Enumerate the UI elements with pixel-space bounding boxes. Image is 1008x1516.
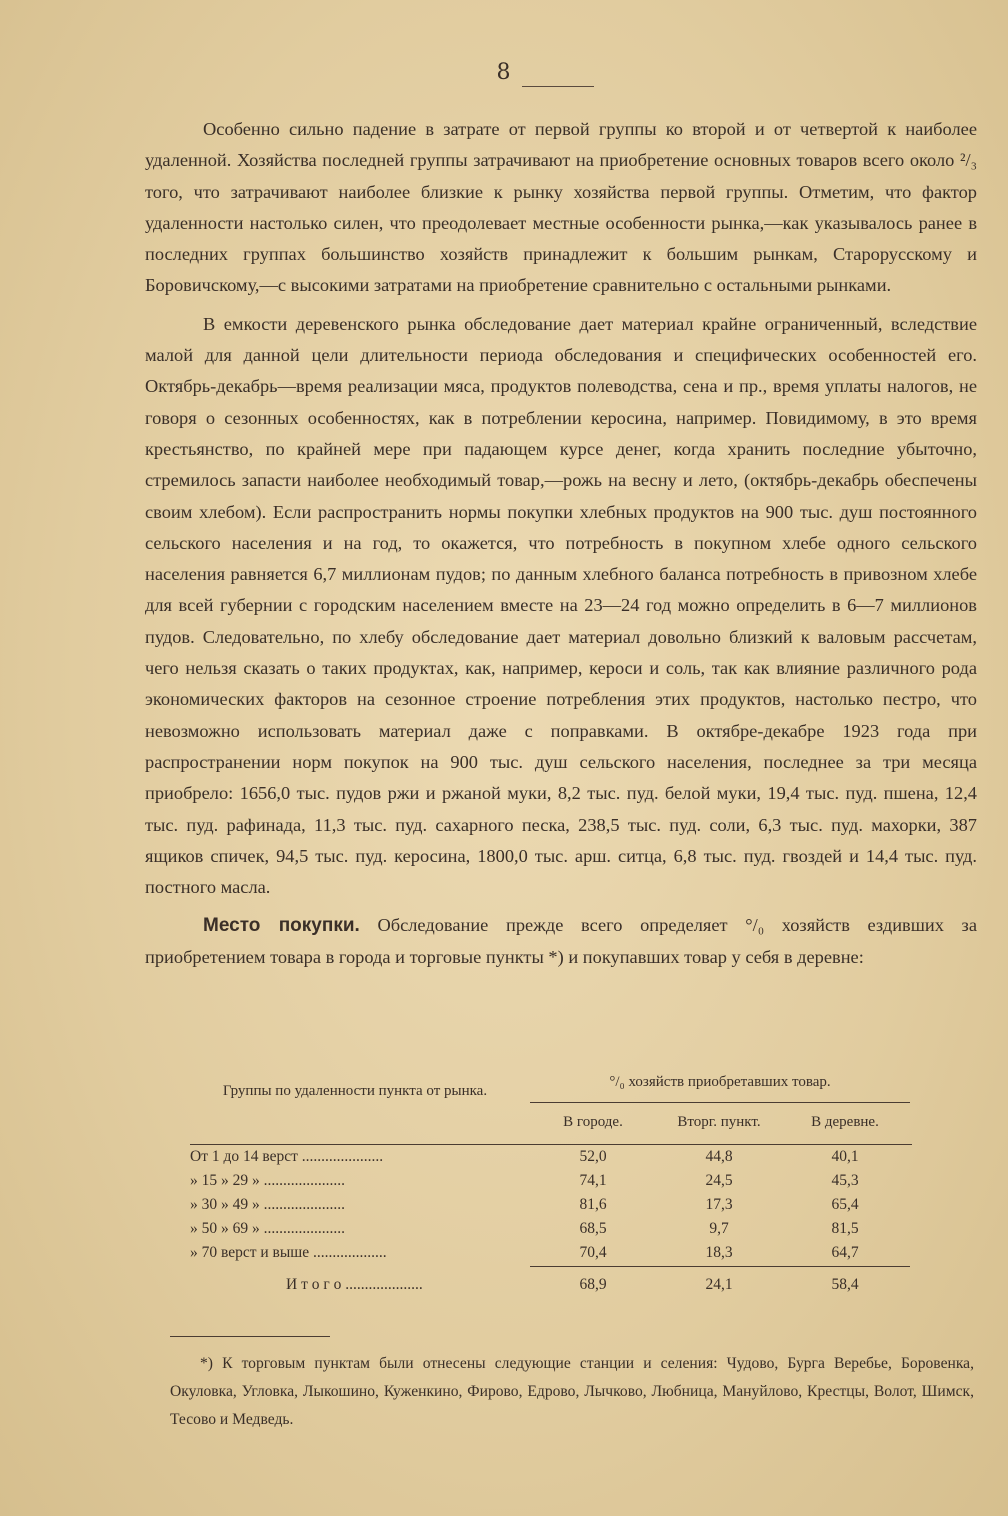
cell-city: 68,5: [579, 1220, 607, 1237]
section-paragraph: [145, 910, 977, 973]
section-heading: Место покупки.: [203, 915, 360, 937]
total-rule: [530, 1266, 910, 1267]
cell-city: 74,1: [579, 1172, 607, 1189]
cell-village: 64,7: [831, 1244, 859, 1261]
page-number: 8: [496, 60, 512, 85]
column-header-city: В городе.: [563, 1114, 623, 1130]
total-trade-point: 24,1: [705, 1276, 733, 1293]
row-label: » 70 верст и выше ...................: [190, 1244, 387, 1261]
row-label: От 1 до 14 верст .....................: [190, 1148, 384, 1165]
body-text: [145, 114, 977, 980]
cell-village: 65,4: [831, 1196, 859, 1213]
spanner-rule: [530, 1102, 910, 1103]
row-label: » 15 » 29 » .....................: [190, 1172, 345, 1189]
cell-trade-point: 17,3: [705, 1196, 733, 1213]
paragraph-1: Особенно сильно падение в затрате от первой группы ко второй и от четвертой к наиболее удаленной. Хозяйства последней группы затрачивают на приобретение основных товаров всего около ²/₃ того, что затрачивают наиболее близкие к рынку хозяйства первой группы. Отметим, что фактор удаленности настолько силен, что преодолевает местные особенности рынка,—как указывалось ранее в последних группах большинство хозяйств принадлежит к большим рынкам, Старорусскому и Боровичскому,—с высокими затратами на приобретение сравнительно с остальными рынками.: [145, 119, 977, 296]
header-rule: [190, 1144, 912, 1145]
cell-city: 70,4: [579, 1244, 607, 1261]
table-row: [190, 1244, 912, 1268]
paragraph-2: В емкости деревенского рынка обследование дает материал крайне ограниченный, вследствие малой для данной цели длительности периода обследования и специфических особенностей его. Октябрь-декабрь—время реализации мяса, продуктов полеводства, сена и пр., время уплаты налогов, не говоря о сезонных особенностях, как в потреблении керосина, например. Повидимому, в это время крестьянство, по крайней мере при падающем курсе денег, когда хранить последние убыточно, стремилось запасти наиболее необходимый товар,—рожь на весну и лето, (октябрь-декабрь обеспечены своим хлебом). Если распространить нормы покупки хлебных продуктов на 900 тыс. душ постоянного сельского населения и на год, то окажется, что потребность в покупном хлебе одного сельского населения равняется 6,7 миллионам пудов; по данным хлебного баланса потребность в привозном хлебе для всей губернии с городским населением вместе на 23—24 год можно определить в 6—7 миллионов пудов. Следовательно, по хлебу обследование дает материал довольно близкий к валовым рассчетам, чего нельзя сказать о таких продуктах, как, например, кероси и соль, так как влияние различного рода экономических факторов на сезонное строение потребления этих продуктов, настолько пестро, что невозможно использовать материал даже с поправками. В октябре-декабре 1923 года при распространении норм покупок на 900 тыс. душ сельского населения, последнее за три месяца приобрело: 1656,0 тыс. пудов ржи и ржаной муки, 8,2 тыс. пуд. белой муки, 19,4 тыс. пуд. пшена, 12,4 тыс. пуд. рафинада, 11,3 тыс. пуд. сахарного песка, 238,5 тыс. пуд. соли, 6,3 тыс. пуд. махорки, 387 ящиков спичек, 94,5 тыс. пуд. керосина, 1800,0 тыс. арш. ситца, 6,8 тыс. пуд. гвоздей и 14,4 тыс. пуд. постного масла.: [145, 313, 977, 898]
column-header-village: В деревне.: [811, 1114, 879, 1130]
footnote: [170, 1350, 974, 1434]
page-number-rule: [522, 86, 594, 87]
cell-trade-point: 18,3: [705, 1244, 733, 1261]
total-label: И т о г о ....................: [286, 1276, 423, 1293]
cell-trade-point: 44,8: [705, 1148, 733, 1165]
table-row: [190, 1196, 912, 1220]
spanner-header: °/₀ хозяйств приобретавших товар.: [609, 1074, 831, 1090]
footnote-text: *) К торговым пунктам были отнесены следующие станции и селения: Чудово, Бурга Веребье, Боровенка, Окуловка, Угловка, Лыкошино, Куженкино, Фирово, Едрово, Лычково, Любница, Мануйлово, Крестцы, Волот, Шимск, Тесово и Медведь.: [170, 1355, 974, 1428]
stub-header: Группы по удаленности пункта от рынка.: [222, 1083, 488, 1099]
column-header-trade-point: Вторг. пункт.: [677, 1114, 761, 1130]
cell-village: 45,3: [831, 1172, 859, 1189]
total-village: 58,4: [831, 1276, 859, 1293]
cell-village: 40,1: [831, 1148, 859, 1165]
section-text: Обследование прежде всего определяет °/₀ хозяйств ездивших за приобретением товара в города и торговые пункты *) и покупавших товар у себя в деревне:: [145, 915, 977, 967]
total-city: 68,9: [579, 1276, 607, 1293]
cell-trade-point: 24,5: [705, 1172, 733, 1189]
table-row: [190, 1148, 912, 1172]
table-row: [190, 1220, 912, 1244]
footnote-rule: [170, 1336, 330, 1337]
cell-village: 81,5: [831, 1220, 859, 1237]
table-row: [190, 1172, 912, 1196]
cell-city: 81,6: [579, 1196, 607, 1213]
row-label: » 30 » 49 » .....................: [190, 1196, 345, 1213]
row-label: » 50 » 69 » .....................: [190, 1220, 345, 1237]
cell-city: 52,0: [579, 1148, 607, 1165]
cell-trade-point: 9,7: [709, 1220, 729, 1237]
table-total-row: [190, 1276, 912, 1300]
